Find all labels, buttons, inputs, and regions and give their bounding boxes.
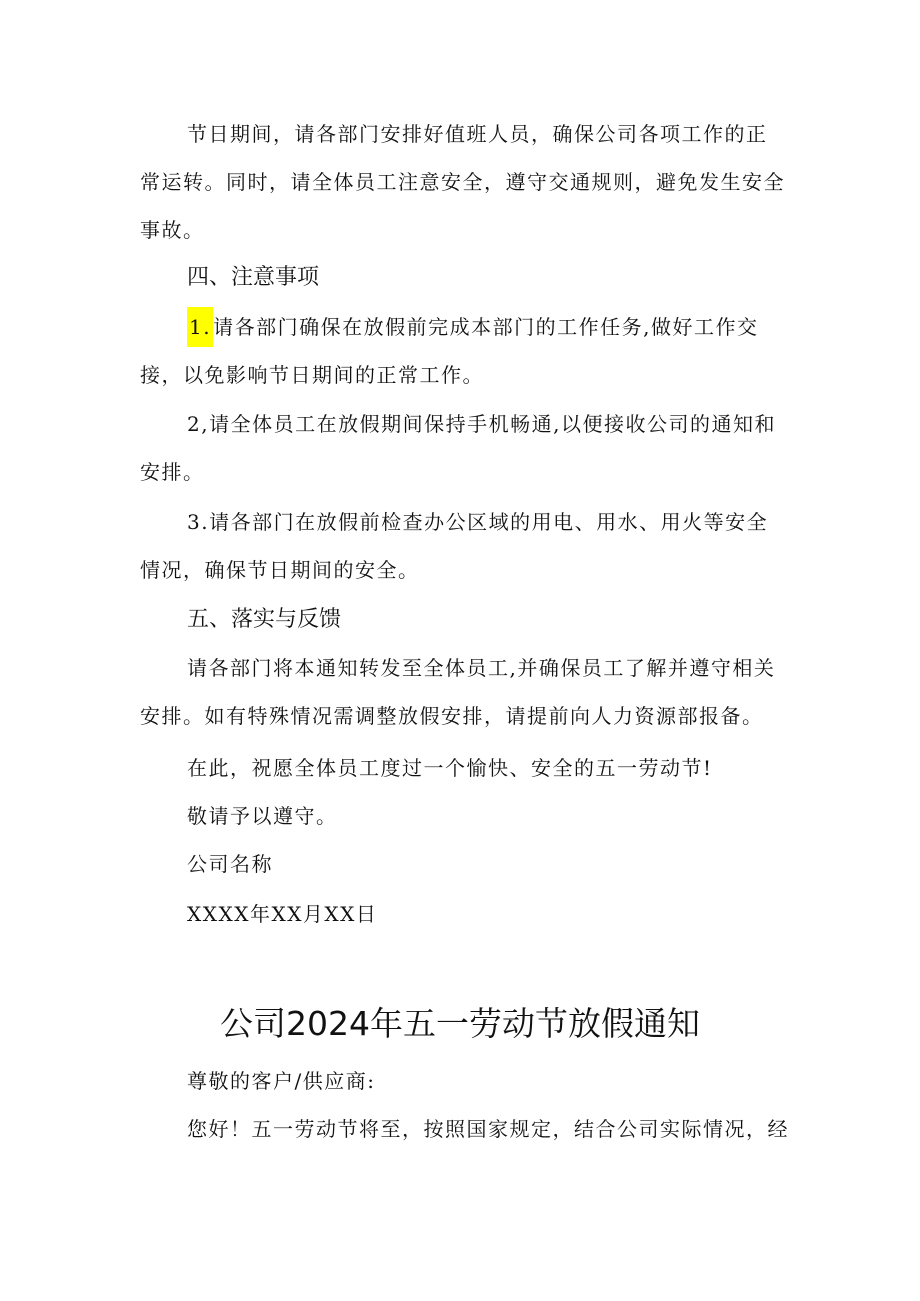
section5-heading: 五、落实与反馈 [187,607,342,632]
company-name: 公司名称 [187,852,273,876]
closing-wish: 在此，祝愿全体员工度过一个愉快、安全的五一劳动节! [187,756,713,780]
salutation: 尊敬的客户/供应商: [187,1069,376,1093]
closing-respect: 敬请予以遵守。 [187,804,338,828]
opening-line: 您好！五一劳动节将至，按照国家规定，结合公司实际情况，经 [187,1117,789,1141]
notice-item-2: 2,请全体员工在放假期间保持手机畅通,以便接收公司的通知和安排。 [140,412,776,484]
section3-closing-paragraph: 节日期间，请各部门安排好值班人员，确保公司各项工作的正常运转。同时，请全体员工注意安全，遵守交通规则，避免发生安全事故。 [140,122,785,242]
notice-item-3: 3.请各部门在放假前检查办公区域的用电、用水、用火等安全情况，确保节日期间的安全。 [140,510,769,582]
section4-heading: 四、注意事项 [187,265,320,290]
document-date: XXXX年XX月XX日 [187,902,378,926]
notice-title: 公司2024年五一劳动节放假通知 [220,1004,700,1043]
section5-paragraph: 请各部门将本通知转发至全体员工,并确保员工了解并遵守相关安排。如有特殊情况需调整放假安排，请提前向人力资源部报备。 [140,656,776,728]
notice-item-1-text: 请各部门确保在放假前完成本部门的工作任务,做好工作交接，以免影响节日期间的正常工作。 [140,315,759,387]
notice-item-1 [140,303,788,399]
highlighted-item-number: 1. [187,307,213,347]
